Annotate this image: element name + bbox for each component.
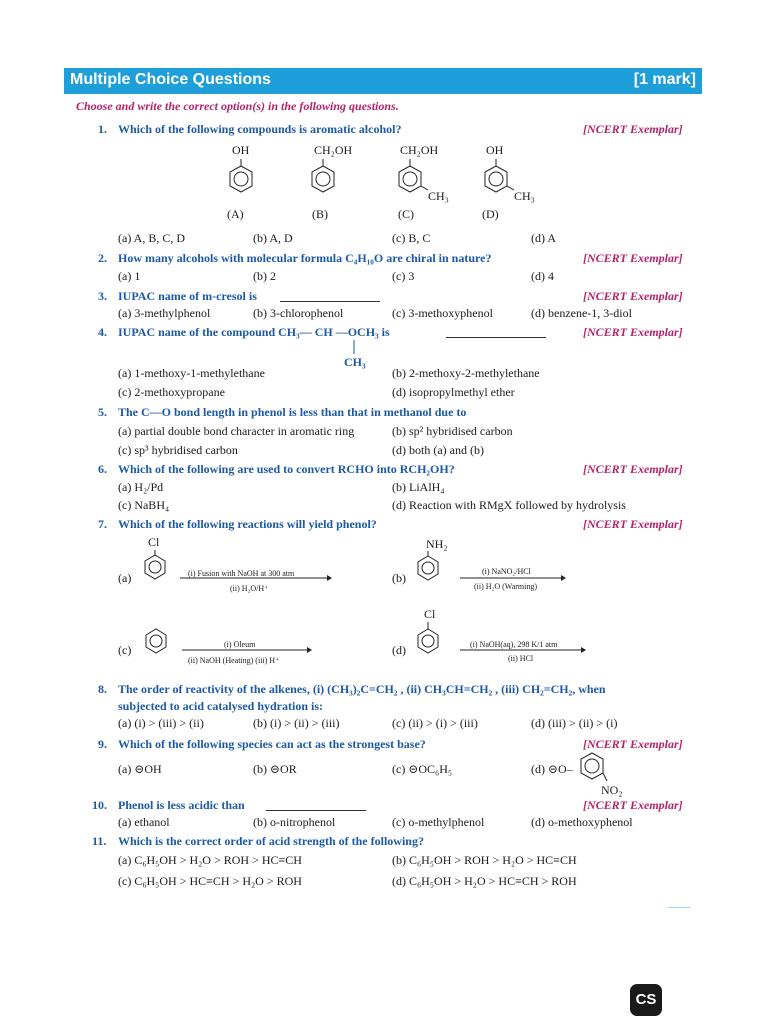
q1-label-d: (D) [482, 207, 499, 221]
q4-number: 4. [98, 325, 107, 339]
q7-number: 7. [98, 517, 107, 531]
q4-option-c[interactable]: (c) 2-methoxypropane [118, 385, 225, 399]
q2-text: How many alcohols with molecular formula C₄H₁₀O are chiral in nature? [118, 251, 492, 265]
q1-option-b[interactable]: (b) A, D [253, 231, 293, 245]
q3-blank [280, 291, 380, 302]
q11-text: Which is the correct order of acid strength of the following? [118, 834, 424, 848]
q7a-reagent-top: (i) Fusion with NaOH at 300 atm [188, 569, 295, 578]
q7d-reagent-bottom: (ii) HCl [508, 654, 534, 663]
q1-struct-d-group: OH [486, 143, 504, 157]
q10-option-c[interactable]: (c) o-methylphenol [392, 815, 485, 829]
q6-option-d[interactable]: (d) Reaction with RMgX followed by hydrolysis [392, 498, 626, 512]
q9-option-d[interactable]: (d) ⊝O– [531, 762, 573, 776]
q1-struct-b-benzene [303, 159, 343, 199]
q3-text: IUPAC name of m-cresol is [118, 289, 257, 303]
q2-option-a[interactable]: (a) 1 [118, 269, 141, 283]
q9-source: [NCERT Exemplar] [583, 737, 683, 751]
q3-number: 3. [98, 289, 107, 303]
q10-number: 10. [92, 798, 107, 812]
q6-option-a[interactable]: (a) H₂/Pd [118, 480, 164, 494]
q6-option-b[interactable]: (b) LiAlH₄ [392, 480, 445, 494]
q6-option-c[interactable]: (c) NaBH₄ [118, 498, 170, 512]
q10-option-d[interactable]: (d) o-methoxyphenol [531, 815, 633, 829]
q10-source: [NCERT Exemplar] [583, 798, 683, 812]
q3-option-c[interactable]: (c) 3-methoxyphenol [392, 306, 493, 320]
q1-label-b: (B) [312, 207, 328, 221]
q7-source: [NCERT Exemplar] [583, 517, 683, 531]
q2-number: 2. [98, 251, 107, 265]
q1-option-a[interactable]: (a) A, B, C, D [118, 231, 185, 245]
q9-option-b[interactable]: (b) ⊝OR [253, 762, 297, 776]
q5-option-b[interactable]: (b) sp² hybridised carbon [392, 424, 513, 438]
q7b-substituent: NH₂ [426, 537, 448, 551]
q1-struct-b-group: CH₂OH [314, 143, 353, 157]
q5-number: 5. [98, 405, 107, 419]
q10-blank [266, 800, 366, 811]
q7d-benzene [412, 622, 444, 658]
q7b-reagent-bottom: (ii) H₂O (Warming) [474, 582, 538, 591]
q1-text: Which of the following compounds is aromatic alcohol? [118, 122, 402, 136]
q7-text: Which of the following reactions will yield phenol? [118, 517, 377, 531]
q2-source: [NCERT Exemplar] [583, 251, 683, 265]
q3-option-d[interactable]: (d) benzene-1, 3-diol [531, 306, 632, 320]
q1-struct-c-methyl: CH₃ [428, 189, 449, 203]
q5-text: The C—O bond length in phenol is less than that in methanol due to [118, 405, 467, 419]
q9-option-c[interactable]: (c) ⊝OC₆H₅ [392, 762, 453, 776]
q1-struct-a-benzene [221, 159, 261, 199]
q3-option-a[interactable]: (a) 3-methylphenol [118, 306, 211, 320]
q7c-arrow [182, 647, 312, 653]
q6-source: [NCERT Exemplar] [583, 462, 683, 476]
q5-option-c[interactable]: (c) sp³ hybridised carbon [118, 443, 238, 457]
q7-option-a[interactable]: (a) [118, 571, 132, 585]
q4-option-a[interactable]: (a) 1-methoxy-1-methylethane [118, 366, 265, 380]
section-marks: [1 mark] [633, 71, 696, 88]
q11-option-a[interactable]: (a) C₆H₅OH > H₂O > ROH > HC≡CH [118, 853, 302, 867]
q10-option-a[interactable]: (a) ethanol [118, 815, 170, 829]
q1-label-c: (C) [398, 207, 414, 221]
q9d-nitro: NO₂ [601, 783, 623, 797]
q1-struct-d-benzene [476, 159, 516, 199]
q10-option-b[interactable]: (b) o-nitrophenol [253, 815, 336, 829]
q8-option-d[interactable]: (d) (iii) > (ii) > (i) [531, 716, 618, 730]
q6-number: 6. [98, 462, 107, 476]
q7c-reagent-top: (i) Oleum [224, 640, 256, 649]
q7c-benzene [140, 626, 172, 658]
q1-label-a: (A) [227, 207, 244, 221]
q11-option-c[interactable]: (c) C₆H₅OH > HC≡CH > H₂O > ROH [118, 874, 302, 888]
q1-source: [NCERT Exemplar] [583, 122, 683, 136]
q1-option-d[interactable]: (d) A [531, 231, 556, 245]
q11-option-b[interactable]: (b) C₆H₅OH > ROH > H₂O > HC≡CH [392, 853, 577, 867]
q8-option-a[interactable]: (a) (i) > (iii) > (ii) [118, 716, 204, 730]
q2-option-d[interactable]: (d) 4 [531, 269, 554, 283]
q1-struct-d-methyl: CH₃ [514, 189, 535, 203]
footer-rule [668, 907, 690, 908]
q9-number: 9. [98, 737, 107, 751]
q1-option-c[interactable]: (c) B, C [392, 231, 431, 245]
q1-struct-c-group: CH₂OH [400, 143, 439, 157]
q7d-substituent: Cl [424, 607, 436, 621]
q8-option-c[interactable]: (c) (ii) > (i) > (iii) [392, 716, 478, 730]
q8-option-b[interactable]: (b) (i) > (ii) > (iii) [253, 716, 340, 730]
q3-source: [NCERT Exemplar] [583, 289, 683, 303]
q1-struct-c-benzene [390, 159, 430, 199]
q3-option-b[interactable]: (b) 3-chlorophenol [253, 306, 344, 320]
q1-struct-a-group: OH [232, 143, 250, 157]
q7-option-c[interactable]: (c) [118, 643, 132, 657]
q5-option-d[interactable]: (d) both (a) and (b) [392, 443, 484, 457]
q11-number: 11. [92, 834, 107, 848]
q1-number: 1. [98, 122, 107, 136]
q4-text: IUPAC name of the compound CH₃— CH —OCH₃ is [118, 325, 390, 339]
q7a-substituent: Cl [148, 535, 160, 549]
q4-option-d[interactable]: (d) isopropylmethyl ether [392, 385, 515, 399]
q7a-benzene [139, 550, 171, 584]
q11-option-d[interactable]: (d) C₆H₅OH > H₂O > HC≡CH > ROH [392, 874, 577, 888]
q2-option-b[interactable]: (b) 2 [253, 269, 276, 283]
q8-number: 8. [98, 682, 107, 696]
q7b-benzene [412, 551, 444, 585]
q5-option-a[interactable]: (a) partial double bond character in aromatic ring [118, 424, 355, 438]
section-title: Multiple Choice Questions [70, 71, 271, 88]
q8-text: The order of reactivity of the alkenes, (i) (CH₃)₂C=CH₂ , (ii) CH₃CH=CH₂ , (iii) CH₂=CH₂, when [118, 682, 606, 696]
q9-text: Which of the following species can act as the strongest base? [118, 737, 426, 751]
q4-branch-bond [352, 340, 356, 356]
q7b-reagent-top: (i) NaNO₂/HCl [482, 567, 531, 576]
q9-option-a[interactable]: (a) ⊝OH [118, 762, 162, 776]
q7-option-b[interactable]: (b) [392, 571, 406, 585]
q7c-reagent-bottom: (ii) NaOH (Heating) (iii) H⁺ [188, 656, 280, 665]
camscanner-badge: CS [630, 984, 662, 1016]
header-underline [64, 92, 702, 94]
q8-text-cont: subjected to acid catalysed hydration is: [118, 699, 323, 713]
section-header [64, 68, 702, 92]
q10-text: Phenol is less acidic than [118, 798, 245, 812]
q2-option-c[interactable]: (c) 3 [392, 269, 415, 283]
q7d-reagent-top: (i) NaOH(aq), 298 K/1 atm [470, 640, 558, 649]
instruction: Choose and write the correct option(s) in the following questions. [76, 99, 399, 113]
q7a-arrow [180, 575, 332, 581]
q7a-reagent-bottom: (ii) H₂O/H⁺ [230, 584, 269, 593]
q6-text: Which of the following are used to convert RCHO into RCH₂OH? [118, 462, 455, 476]
q7-option-d[interactable]: (d) [392, 643, 406, 657]
q4-source: [NCERT Exemplar] [583, 325, 683, 339]
q4-blank [446, 327, 546, 338]
q4-option-b[interactable]: (b) 2-methoxy-2-methylethane [392, 366, 540, 380]
q4-branch: CH₃ [344, 355, 366, 369]
